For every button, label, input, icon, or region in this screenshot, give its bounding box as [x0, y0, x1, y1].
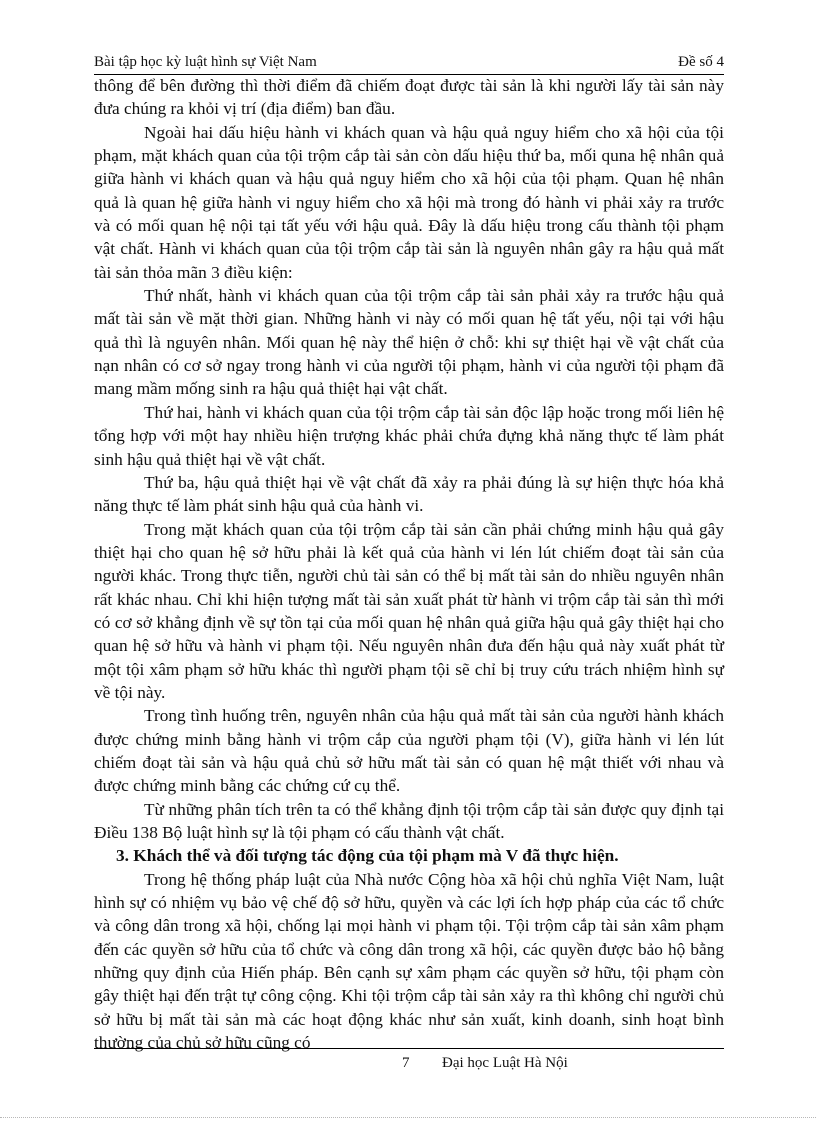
paragraph: Ngoài hai dấu hiệu hành vi khách quan và hậu quả nguy hiểm cho xã hội của tội phạm, mặt khách quan của tội trộm cắp tài sản còn dấu hiệu thứ ba, mối quna hệ nhân quả giữa hành vi khách quan và hậu quả nguy hiểm cho xã hội của tội phạm. Quan hệ nhân quả là quan hệ giữa hành vi nguy hiểm cho xã hội mà trong đó hành vi phải xảy ra trước và có mối quan hệ nội tại tất yếu với hậu quả. Đây là dấu hiệu trong cấu thành tội phạm vật chất. Hành vi khách quan của tội trộm cắp tài sản là nguyên nhân gây ra hậu quả mất tài sản thỏa mãn 3 điều kiện:: [94, 122, 724, 282]
page-boundary-divider: [0, 1117, 816, 1118]
paragraph: Trong hệ thống pháp luật của Nhà nước Cộng hòa xã hội chủ nghĩa Việt Nam, luật hình sự có nhiệm vụ bảo vệ chế độ sở hữu, quyền và các lợi ích hợp pháp của các tổ chức và công dân trong xã hội, chống lại mọi hành vi phạm tội. Tội trộm cắp tài sản xâm phạm đến các quyền sở hữu của tổ chức và công dân trong xã hội, các quyền được bảo hộ bằng những quy định của Hiến pháp. Bên cạnh sự xâm phạm các quyền sở hữu, tội phạm còn gây thiệt hại đến trật tự công cộng. Khi tội trộm cắp tài sản xảy ra thì không chỉ người chủ sở hữu bị mất tài sản mà các hoạt động khác như sản xuất, kinh doanh, sinh hoạt bình thường của chủ sở hữu cũng có: [94, 869, 724, 1053]
footer-institution: Đại học Luật Hà Nội: [442, 1055, 568, 1071]
section-heading: 3. Khách thể và đối tượng tác động của tội phạm mà V đã thực hiện.: [116, 846, 619, 866]
paragraph: Trong tình huống trên, nguyên nhân của hậu quả mất tài sản của người hành khách được chứng minh bằng hành vi trộm cắp của người phạm tội (V), giữa hành vi lén lút chiếm đoạt tài sản và hậu quả chủ sở hữu mất tài sản có quan hệ mật thiết với nhau và được chứng minh bằng các chứng cứ cụ thể.: [94, 706, 724, 796]
document-body: [94, 74, 724, 1054]
page-number: 7: [402, 1055, 410, 1071]
paragraph: Thứ ba, hậu quả thiệt hại về vật chất đã xảy ra phải đúng là sự hiện thực hóa khả năng thực tế làm phát sinh hậu quả của hành vi.: [94, 472, 724, 516]
header-title: Bài tập học kỳ luật hình sự Việt Nam: [94, 54, 317, 70]
header-exam-number: Đề số 4: [678, 54, 724, 70]
paragraph: thông để bên đường thì thời điểm đã chiếm đoạt được tài sản là khi người lấy tài sản này đưa chúng ra khỏi vị trí (địa điểm) ban đầu.: [94, 76, 724, 119]
paragraph: Thứ hai, hành vi khách quan của tội trộm cắp tài sản độc lập hoặc trong mối liên hệ tổng hợp với một hay nhiều hiện trượng khác phải chứa đựng khả năng thực tế làm phát sinh hậu quả thiệt hại về vật chất.: [94, 402, 724, 469]
paragraph: Trong mặt khách quan của tội trộm cắp tài sản cần phải chứng minh hậu quả gây thiệt hại cho quan hệ sở hữu phải là kết quả của hành vi lén lút chiếm đoạt tài sản của người khác. Trong thực tiễn, người chủ tài sản có thể bị mất tài sản do nhiều nguyên nhân rất khác nhau. Chỉ khi hiện tượng mất tài sản xuất phát từ hành vi trộm cắp tài sản thì mới có cơ sở khẳng định về sự tồn tại của mối quan hệ nhân quả giữa hậu quả gây thiệt hại cho quan hệ sở hữu và hành vi phạm tội. Nếu nguyên nhân đưa đến hậu quả này xuất phát từ một tội xâm phạm sở hữu khác thì người phạm tội sẽ chỉ bị truy cứu trách nhiệm hình sự về tội này.: [94, 519, 724, 702]
paragraph: Từ những phân tích trên ta có thể khẳng định tội trộm cắp tài sản được quy định tại Điều 138 Bộ luật hình sự là tội phạm có cấu thành vật chất.: [94, 799, 724, 842]
paragraph: Thứ nhất, hành vi khách quan của tội trộm cắp tài sản phải xảy ra trước hậu quả mất tài sản về mặt thời gian. Những hành vi này có mối quan hệ tất yếu, nội tại với hậu quả thì là nguyên nhân. Mối quan hệ này thể hiện ở chỗ: khi sự thiệt hại về vật chất của nạn nhân có cơ sở ngay trong hành vi của người tội phạm, hành vi của người tội phạm đã mang mầm mống sinh ra hậu quả thiệt hại vật chất.: [94, 286, 724, 399]
page-footer: [94, 1048, 724, 1071]
page-header: [94, 52, 724, 75]
